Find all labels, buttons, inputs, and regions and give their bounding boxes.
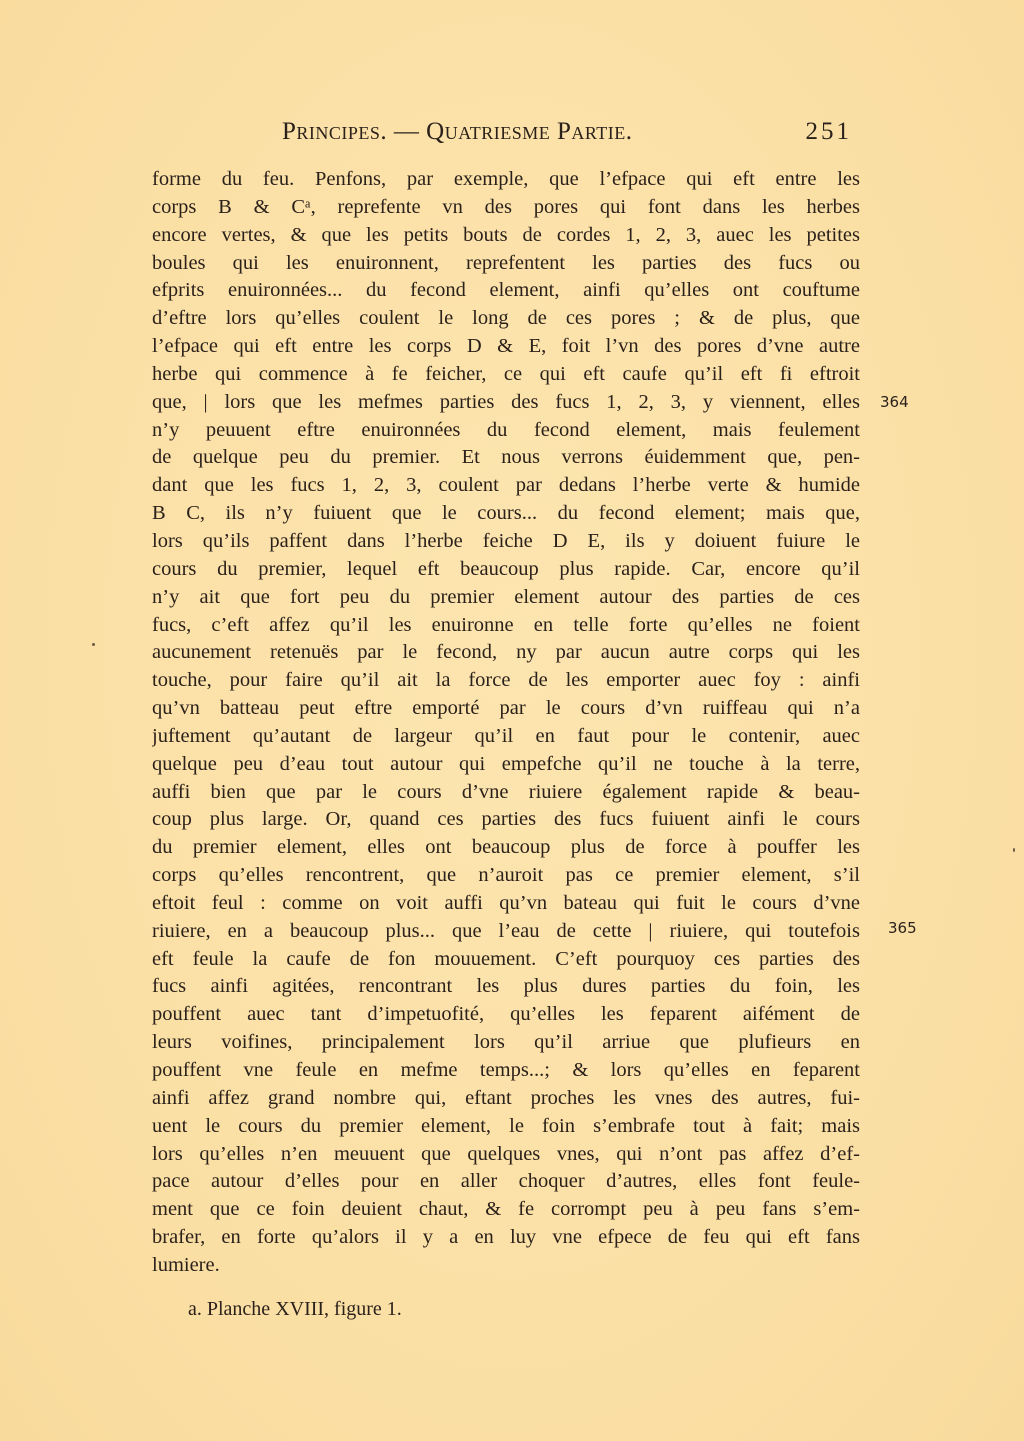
margin-line-number: 365: [888, 919, 917, 937]
text-line: eft feule la caufe de fon mouuement. C’eft pourquoy ces parties des: [152, 947, 860, 970]
text-line: l’efpace qui eft entre les corps D & E, foit l’vn des pores d’vne autre: [152, 335, 860, 358]
text-line: leurs voifines, principalement lors qu’il arriue que plufieurs en: [152, 1031, 860, 1054]
text-line: dant que les fucs 1, 2, 3, coulent par dedans l’herbe verte & humide: [152, 474, 860, 497]
text-line: de quelque peu du premier. Et nous verrons éuidemment que, pen-: [152, 446, 860, 469]
margin-line-number: 364: [880, 393, 909, 411]
text-line: B C, ils n’y fuiuent que le cours... du fecond element; mais que,: [152, 502, 860, 525]
running-head-title: Principes. — Quatriesme Partie.: [282, 118, 633, 145]
text-line: n’y ait que fort peu du premier element autour des parties de ces: [152, 585, 860, 608]
footnote: a. Planche XVIII, figure 1.: [188, 1298, 402, 1320]
text-line: corps qu’elles rencontrent, que n’auroit pas ce premier element, s’il: [152, 864, 860, 887]
text-line: du premier element, elles ont beaucoup plus de force à pouffer les: [152, 836, 860, 859]
text-line: uent le cours du premier element, le foin s’embrafe tout à fait; mais: [152, 1114, 860, 1137]
text-line: quelque peu d’eau tout autour qui empefche qu’il ne touche à la terre,: [152, 752, 860, 775]
text-line: n’y peuuent eftre enuironnées du fecond element, mais feulement: [152, 418, 860, 441]
text-line: juftement qu’autant de largeur qu’il en faut pour le contenir, auec: [152, 724, 860, 747]
text-line: coup plus large. Or, quand ces parties des fucs fuiuent ainfi le cours: [152, 808, 860, 831]
text-line: aucunement retenuës par le fecond, ny par aucun autre corps qui les: [152, 641, 860, 664]
text-line: corps B & Cᵃ, reprefente vn des pores qui font dans les herbes: [152, 195, 860, 218]
text-line: ainfi affez grand nombre qui, eftant proches les vnes des autres, fui-: [152, 1086, 860, 1109]
text-line: pouffent vne feule en mefme temps...; & lors qu’elles en feparent: [152, 1059, 860, 1081]
text-line: d’eftre lors qu’elles coulent le long de ces pores ; & de plus, que: [152, 307, 860, 330]
text-line: forme du feu. Penfons, par exemple, que l’efpace qui eft entre les: [152, 168, 860, 190]
text-line: auffi bien que par le cours d’vne riuiere également rapide & beau-: [152, 780, 860, 803]
text-line: qu’vn batteau peut eftre emporté par le cours d’vn ruiffeau qui n’a: [152, 697, 860, 720]
page-number: 251: [805, 118, 852, 145]
text-line: lors qu’elles n’en meuuent que quelques vnes, qui n’ont pas affez d’ef-: [152, 1142, 860, 1165]
text-line: brafer, en forte qu’alors il y a en luy vne efpece de feu qui eft fans: [152, 1226, 860, 1249]
text-line: cours du premier, lequel eft beaucoup plus rapide. Car, encore qu’il: [152, 557, 860, 580]
text-line: boules qui les enuironnent, reprefentent les parties des fucs ou: [152, 251, 860, 274]
text-line: que, | lors que les mefmes parties des fucs 1, 2, 3, y viennent, elles: [152, 390, 860, 413]
text-line: fucs, c’eft affez qu’il les enuironne en telle forte qu’elles ne foient: [152, 613, 860, 636]
text-line: ment que ce foin deuient chaut, & fe corrompt peu à peu fans s’em-: [152, 1198, 860, 1221]
text-line: lumiere.: [152, 1253, 220, 1276]
text-line: fucs ainfi agitées, rencontrant les plus dures parties du foin, les: [152, 975, 860, 998]
text-line: eftoit feul : comme on voit auffi qu’vn bateau qui fuit le cours d’vne: [152, 891, 860, 914]
text-line: encore vertes, & que les petits bouts de cordes 1, 2, 3, auec les petites: [152, 223, 860, 246]
body-text: [152, 166, 860, 1280]
text-line: riuiere, en a beaucoup plus... que l’eau de cette | riuiere, qui toutefois: [152, 919, 860, 942]
paper-speck: [92, 643, 95, 646]
text-line: touche, pour faire qu’il ait la force de les emporter auec foy : ainfi: [152, 669, 860, 692]
text-line: efprits enuironnées... du fecond element, ainfi qu’elles ont couftume: [152, 279, 860, 302]
text-line: lors qu’ils paffent dans l’herbe feiche D E, ils y doiuent fuiure le: [152, 529, 860, 552]
text-line: pace autour d’elles pour en aller choquer d’autres, elles font feule-: [152, 1170, 860, 1193]
text-line: pouffent auec tant d’impetuofité, qu’elles les feparent aifément de: [152, 1003, 860, 1026]
paper-speck: [1013, 848, 1015, 852]
text-line: herbe qui commence à fe feicher, ce qui eft caufe qu’il eft fi eftroit: [152, 362, 860, 385]
running-header: [282, 118, 852, 158]
